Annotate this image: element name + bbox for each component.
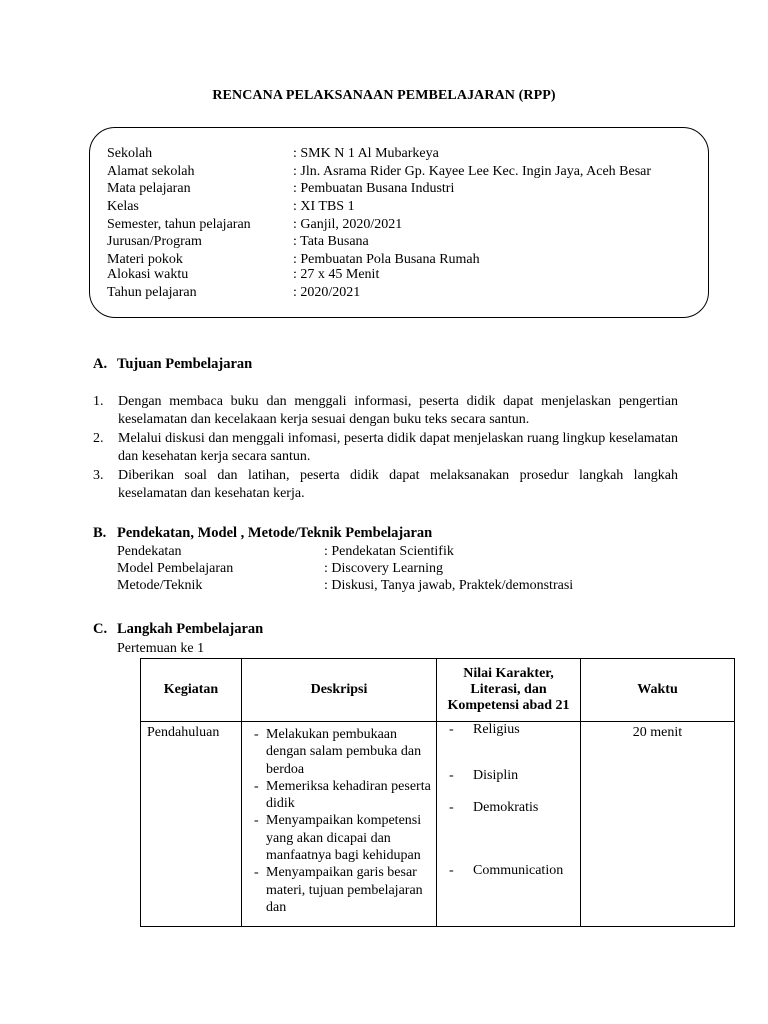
model-value: : Discovery Learning bbox=[324, 561, 443, 576]
identity-label: Materi pokok bbox=[107, 252, 183, 267]
objective-number: 2. bbox=[93, 431, 104, 446]
method-label: Metode/Teknik bbox=[117, 578, 203, 593]
section-letter: A. bbox=[93, 356, 108, 372]
approach-label: Pendekatan bbox=[117, 544, 182, 559]
identity-value: : Pembuatan Pola Busana Rumah bbox=[293, 252, 480, 267]
section-letter: B. bbox=[93, 525, 107, 541]
section-title: Pendekatan, Model , Metode/Teknik Pembelajaran bbox=[117, 525, 433, 541]
list-item: - Menyampaikan kompetensi yang akan dicapai dan manfaatnya bagi kehidupan bbox=[254, 812, 434, 864]
learning-steps-table bbox=[140, 658, 735, 927]
approach-value: : Pendekatan Scientifik bbox=[324, 544, 454, 559]
deskripsi-cell bbox=[242, 722, 437, 927]
table-header-row bbox=[141, 659, 735, 722]
identity-label: Jurusan/Program bbox=[107, 234, 202, 249]
section-b-heading bbox=[93, 525, 432, 542]
objective-item bbox=[93, 430, 678, 466]
model-row bbox=[117, 561, 443, 577]
nilai-item: - Communication bbox=[449, 863, 564, 878]
meeting-label: Pertemuan ke 1 bbox=[117, 641, 205, 656]
objective-text: Melalui diskusi dan menggali infomasi, peserta didik dapat menjelaskan ruang lingkup keselamatan dan kesehatan kerja secara santun. bbox=[118, 431, 678, 464]
description-list bbox=[242, 722, 436, 916]
identity-label: Mata pelajaran bbox=[107, 181, 191, 196]
table-row bbox=[141, 722, 735, 927]
identity-value: : XI TBS 1 bbox=[293, 199, 355, 214]
list-item: - Memeriksa kehadiran peserta didik bbox=[254, 778, 434, 813]
header-kegiatan: Kegiatan bbox=[141, 659, 242, 722]
identity-value: : 2020/2021 bbox=[293, 285, 361, 300]
nilai-item: - Disiplin bbox=[449, 768, 519, 783]
waktu-cell: 20 menit bbox=[581, 722, 735, 927]
objective-text: Diberikan soal dan latihan, peserta didik dapat melaksanakan prosedur langkah langkah keselamatan dan kesehatan kerja. bbox=[118, 468, 678, 501]
identity-value: : Jln. Asrama Rider Gp. Kayee Lee Kec. Ingin Jaya, Aceh Besar bbox=[293, 164, 652, 179]
objective-number: 3. bbox=[93, 468, 104, 483]
model-label: Model Pembelajaran bbox=[117, 561, 234, 576]
objective-number: 1. bbox=[93, 394, 104, 409]
identity-value: : 27 x 45 Menit bbox=[293, 267, 380, 282]
nilai-cell bbox=[437, 722, 581, 927]
method-row bbox=[117, 578, 574, 594]
list-item: - Menyampaikan garis besar materi, tujuan pembelajaran dan bbox=[254, 864, 434, 916]
section-letter: C. bbox=[93, 621, 108, 637]
objective-item bbox=[93, 467, 678, 503]
identity-label: Sekolah bbox=[107, 146, 153, 161]
identity-label: Alamat sekolah bbox=[107, 164, 195, 179]
identity-value: : SMK N 1 Al Mubarkeya bbox=[293, 146, 439, 161]
nilai-label: Disiplin bbox=[473, 768, 519, 783]
nilai-label: Communication bbox=[473, 863, 564, 878]
objective-text: Dengan membaca buku dan menggali informasi, peserta didik dapat menjelaskan pengertian keselamatan dan kecelakaan kerja sesuai dengan buku teks secara santun. bbox=[118, 394, 678, 427]
nilai-label: Religius bbox=[473, 722, 520, 737]
identity-value: : Tata Busana bbox=[293, 234, 369, 249]
header-deskripsi: Deskripsi bbox=[242, 659, 437, 722]
nilai-item: - Demokratis bbox=[449, 800, 539, 815]
section-c-heading bbox=[93, 621, 263, 638]
identity-value: : Ganjil, 2020/2021 bbox=[293, 217, 403, 232]
kegiatan-cell: Pendahuluan bbox=[141, 722, 242, 927]
identity-label: Alokasi waktu bbox=[107, 267, 189, 282]
school-identity-box bbox=[89, 127, 709, 318]
nilai-item: - Religius bbox=[449, 722, 520, 737]
objective-item bbox=[93, 393, 678, 429]
approach-row bbox=[117, 544, 454, 560]
list-item: - Melakukan pembukaan dengan salam pembuka dan berdoa bbox=[254, 726, 434, 778]
identity-value: : Pembuatan Busana Industri bbox=[293, 181, 455, 196]
identity-label: Tahun pelajaran bbox=[107, 285, 197, 300]
section-a-heading bbox=[93, 356, 252, 373]
section-title: Tujuan Pembelajaran bbox=[117, 356, 253, 372]
identity-label: Semester, tahun pelajaran bbox=[107, 217, 251, 232]
method-value: : Diskusi, Tanya jawab, Praktek/demonstrasi bbox=[324, 578, 574, 593]
header-waktu: Waktu bbox=[581, 659, 735, 722]
header-nilai: Nilai Karakter, Literasi, dan Kompetensi abad 21 bbox=[437, 659, 581, 722]
section-title: Langkah Pembelajaran bbox=[117, 621, 264, 637]
nilai-label: Demokratis bbox=[473, 800, 539, 815]
document-title: RENCANA PELAKSANAAN PEMBELAJARAN (RPP) bbox=[212, 88, 556, 103]
identity-label: Kelas bbox=[107, 199, 139, 214]
